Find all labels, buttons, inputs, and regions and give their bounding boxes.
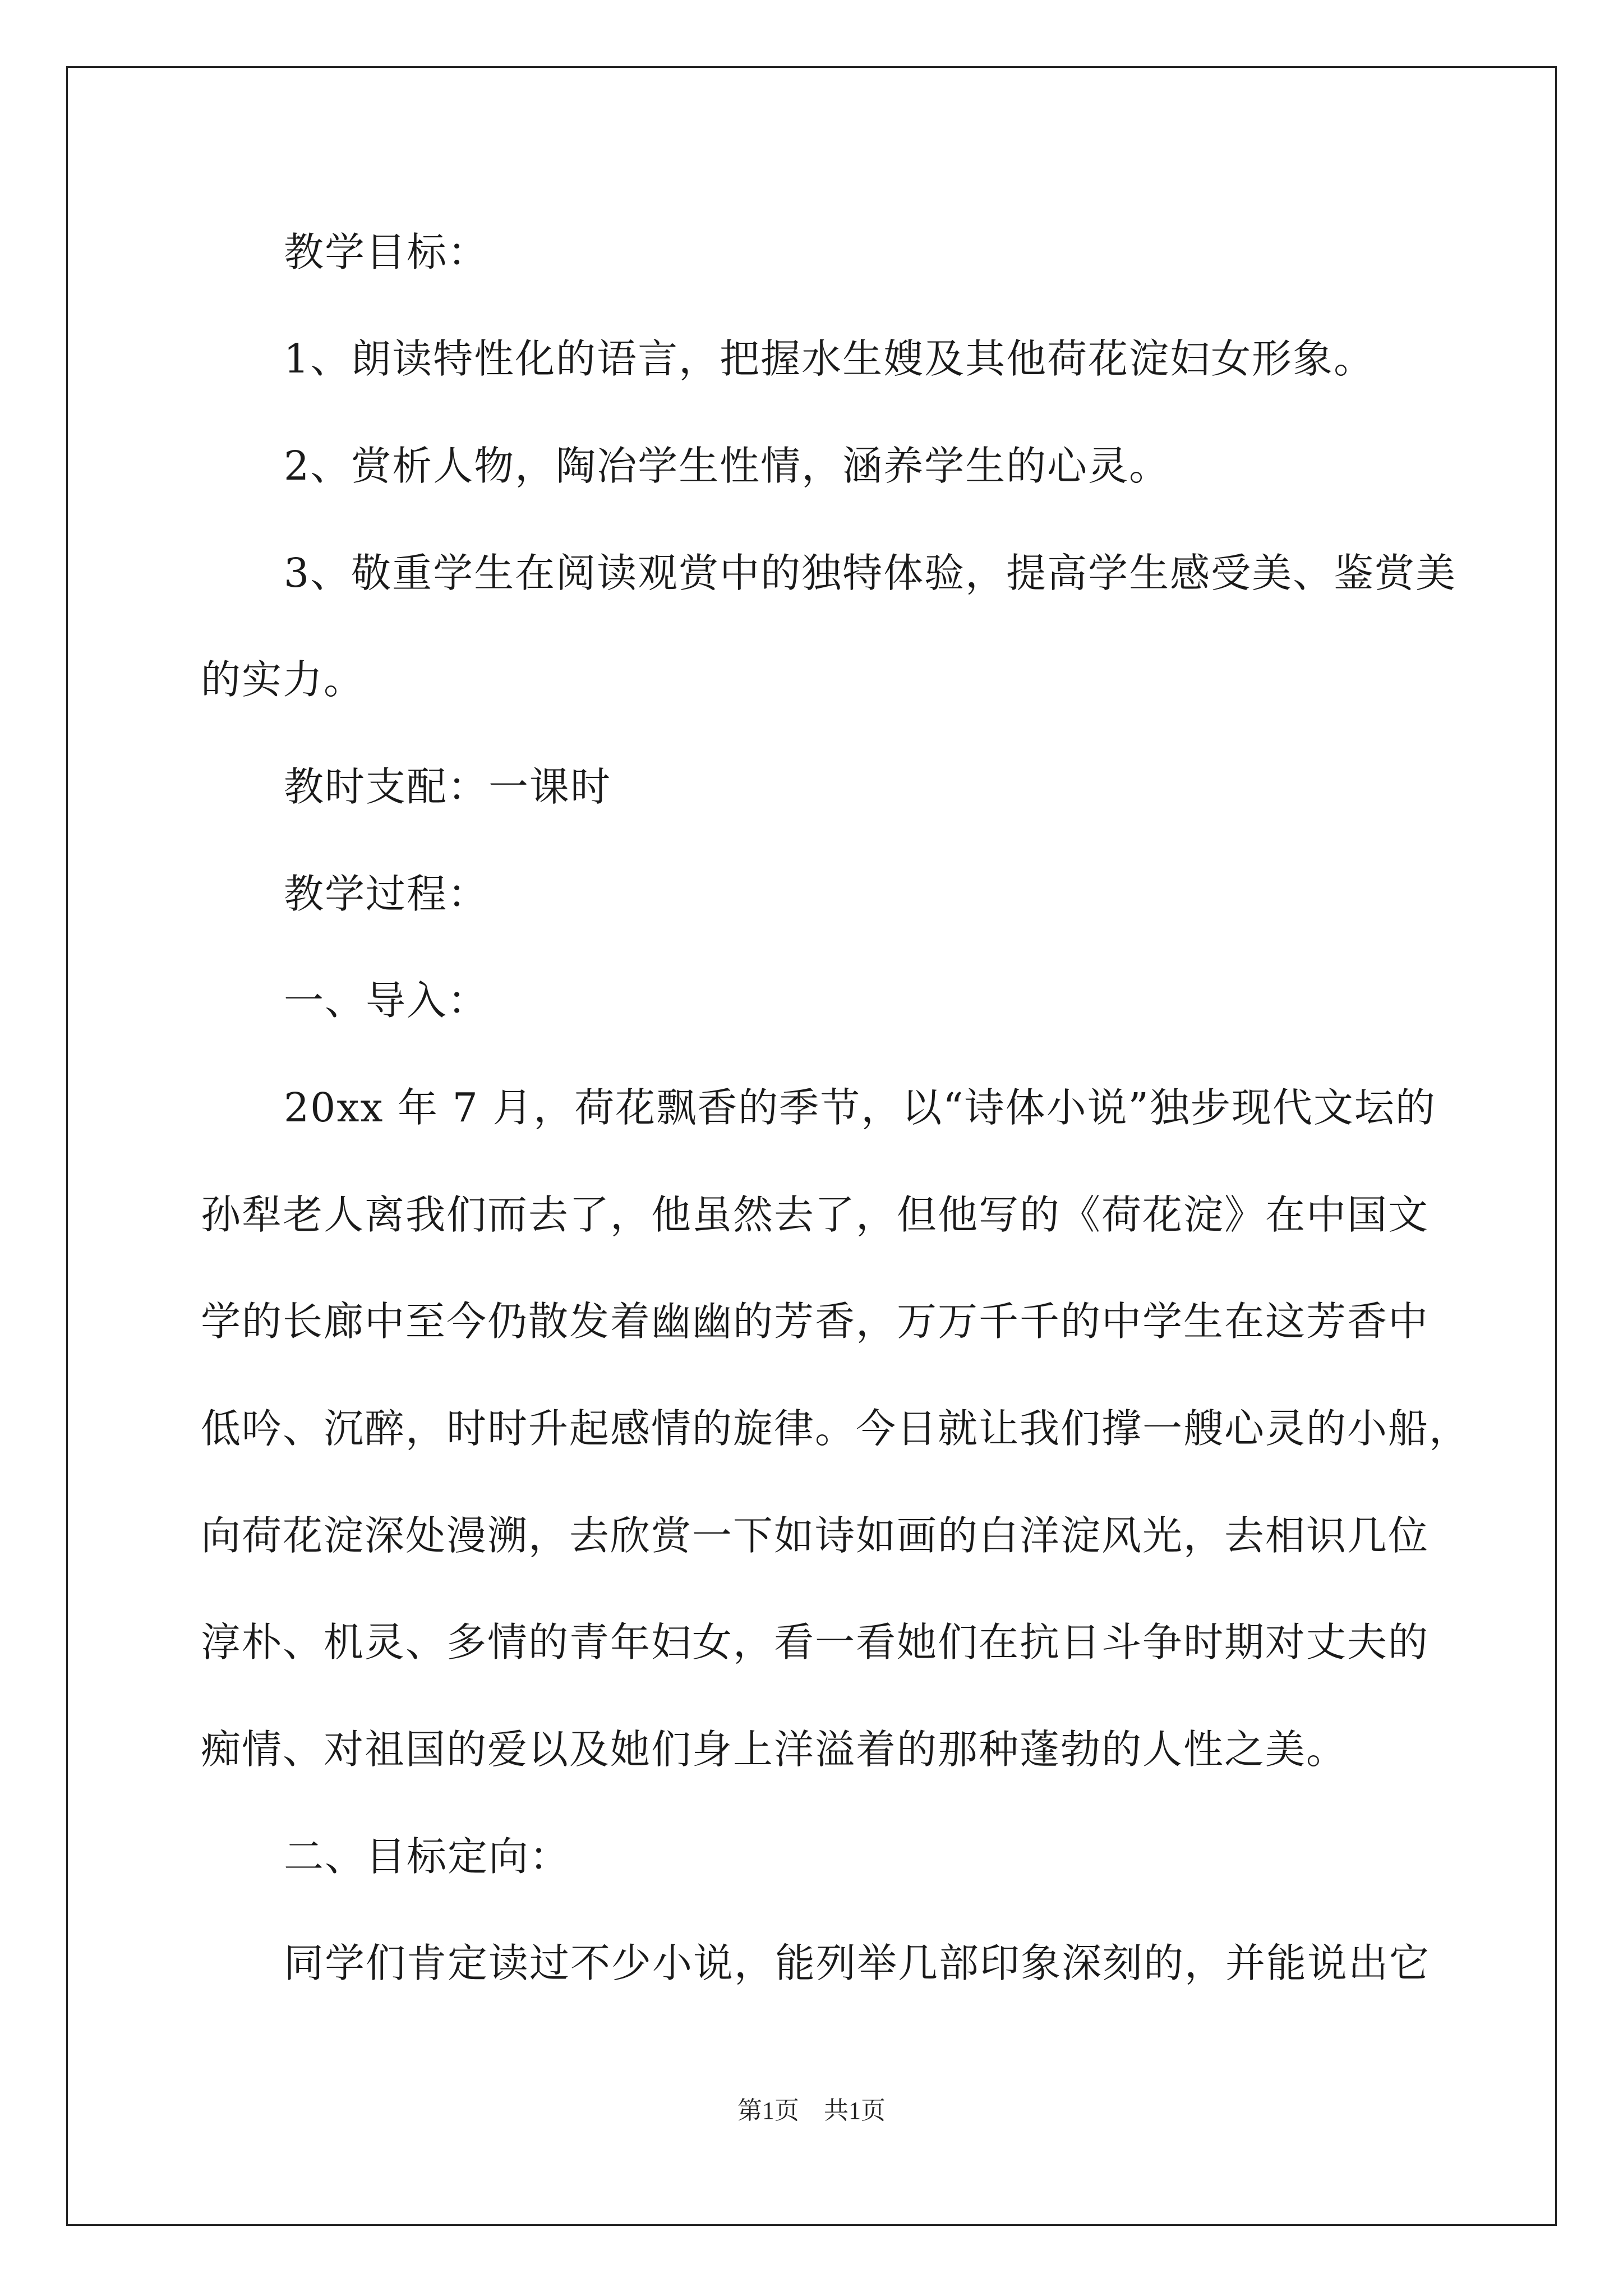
class-hours: 教时支配：一课时 bbox=[284, 763, 612, 810]
goal-item-2: 2、赏析人物，陶冶学生性情，涵养学生的心灵。 bbox=[284, 443, 1170, 489]
page-border bbox=[66, 66, 1557, 2226]
goal-item-1: 1、朗读特性化的语言，把握水生嫂及其他荷花淀妇女形象。 bbox=[284, 335, 1375, 382]
paragraph-line: 同学们肯定读过不少小说，能列举几部印象深刻的，并能说出它 bbox=[284, 1940, 1431, 1986]
goal-item-3: 3、敬重学生在阅读观赏中的独特体验，提高学生感受美、鉴赏美 bbox=[284, 550, 1457, 596]
paragraph-line: 痴情、对祖国的爱以及她们身上洋溢着的那种蓬勃的人性之美。 bbox=[201, 1726, 1348, 1773]
page-number-footer: 第1页 共1页 bbox=[737, 2097, 886, 2124]
heading-goal-orientation: 二、目标定向： bbox=[284, 1833, 571, 1880]
heading-teaching-process: 教学过程： bbox=[284, 871, 489, 917]
paragraph-line: 低吟、沉醉，时时升起感情的旋律。今日就让我们撑一艘心灵的小船， bbox=[201, 1405, 1470, 1452]
paragraph-line: 孙犁老人离我们而去了，他虽然去了，但他写的《荷花淀》在中国文 bbox=[201, 1191, 1430, 1238]
goal-item-3-continued: 的实力。 bbox=[201, 656, 365, 703]
paragraph-line: 20xx 年 7 月，荷花飘香的季节，以“诗体小说”独步现代文坛的 bbox=[284, 1084, 1436, 1131]
paragraph-line: 学的长廊中至今仍散发着幽幽的芳香，万万千千的中学生在这芳香中 bbox=[201, 1298, 1430, 1345]
heading-introduction: 一、导入： bbox=[284, 977, 489, 1024]
paragraph-line: 向荷花淀深处漫溯，去欣赏一下如诗如画的白洋淀风光，去相识几位 bbox=[201, 1512, 1430, 1559]
heading-teaching-goals: 教学目标： bbox=[284, 229, 489, 275]
paragraph-line: 淳朴、机灵、多情的青年妇女，看一看她们在抗日斗争时期对丈夫的 bbox=[201, 1619, 1430, 1665]
